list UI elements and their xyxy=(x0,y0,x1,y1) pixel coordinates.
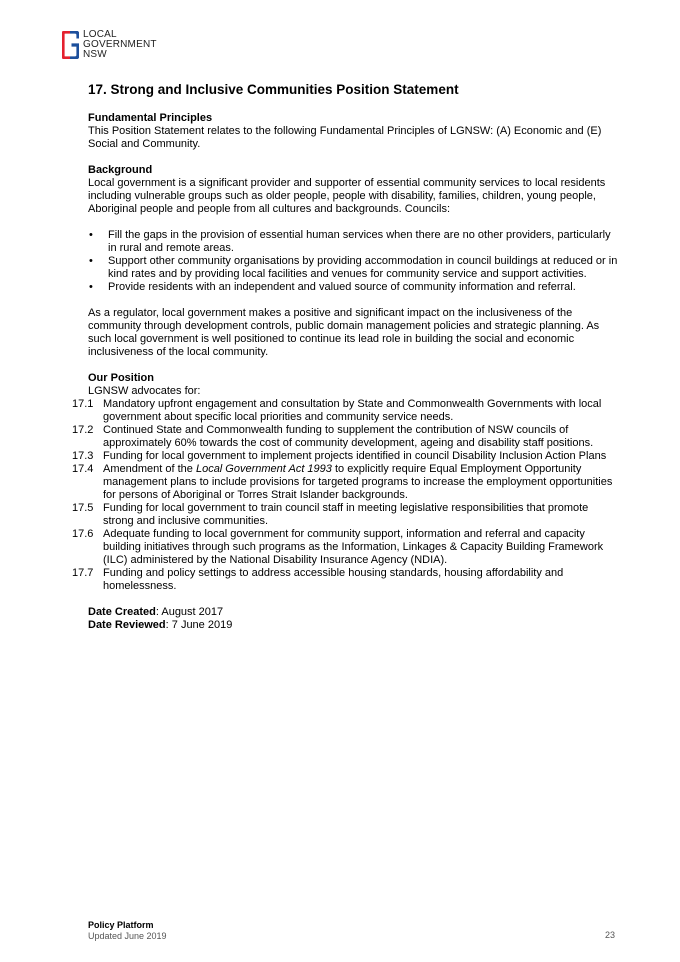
background-heading: Background xyxy=(88,164,153,176)
position-item-number: 17.7 xyxy=(72,567,94,579)
position-item-text-post: to explicitly require Equal Employment Opportunity management plans to include provisions for targeted programs to increase the employment opportunities for persons of Aboriginal or Torres Strait Islander backgrounds. xyxy=(103,463,613,501)
position-item-number: 17.5 xyxy=(72,502,94,514)
lgnsw-logo-text xyxy=(83,30,157,60)
position-item-text-pre: Amendment of the xyxy=(103,463,196,475)
position-item-text: Continued State and Commonwealth funding to supplement the contribution of NSW councils of approximately 60% towards the cost of community development, ageing and disability staff positions. xyxy=(103,424,594,449)
fundamental-principles-heading: Fundamental Principles xyxy=(88,112,213,124)
position-item-text: Funding for local government to train council staff in meeting legislative responsibilities that promote strong and inclusive communities. xyxy=(103,502,589,527)
position-item xyxy=(72,502,618,528)
footer-updated: Updated June 2019 xyxy=(88,930,167,941)
act-title: Local Government Act 1993 xyxy=(195,463,332,475)
background-closing: As a regulator, local government makes a positive and significant impact on the inclusiveness of the community through development controls, public domain management policies and strategic planning. As such local government is well positioned to continue its lead role in building the social and economic inclusiveness of the local community. xyxy=(88,307,600,358)
footer-title: Policy Platform xyxy=(88,920,154,930)
lgnsw-logo xyxy=(62,31,157,60)
logo-line-3: NSW xyxy=(83,49,107,60)
date-reviewed-label: Date Reviewed xyxy=(88,619,166,631)
position-item xyxy=(72,528,618,567)
page-footer xyxy=(88,920,618,941)
position-item-number: 17.2 xyxy=(72,424,94,436)
our-position-intro: LGNSW advocates for: xyxy=(88,385,201,397)
position-item-text: Mandatory upfront engagement and consultation by State and Commonwealth Governments with local government about specific local priorities and community service needs. xyxy=(103,398,602,423)
date-reviewed-value: : 7 June 2019 xyxy=(165,619,233,631)
document-body xyxy=(72,82,618,632)
position-item xyxy=(72,424,618,450)
position-item-number: 17.3 xyxy=(72,450,94,462)
logo-line-1: LOCAL xyxy=(83,29,117,40)
list-item: • Support other community organisations by providing accommodation in council buildings at reduced or in kind rates and by providing local facilities and venues for community service and support activities. xyxy=(88,255,618,281)
date-created-label: Date Created xyxy=(88,606,156,618)
position-item-text: Funding and policy settings to address accessible housing standards, housing affordability and homelessness. xyxy=(103,567,564,592)
position-item-number: 17.1 xyxy=(72,398,94,410)
position-item xyxy=(72,450,618,463)
position-list xyxy=(72,398,618,593)
list-item: • Provide residents with an independent and valued source of community information and referral. xyxy=(88,281,618,294)
date-reviewed xyxy=(88,619,618,632)
list-item: • Fill the gaps in the provision of essential human services when there are no other providers, particularly in rural and remote areas. xyxy=(88,229,618,255)
position-item-number: 17.6 xyxy=(72,528,94,540)
position-item-text: Funding for local government to implement projects identified in council Disability Inclusion Action Plans xyxy=(103,450,607,462)
position-item-text xyxy=(103,463,618,502)
position-item-number: 17.4 xyxy=(72,463,94,475)
background-intro: Local government is a significant provider and supporter of essential community services to local residents including vulnerable groups such as older people, people with disability, families, children, young people, Aboriginal people and people from all cultures and backgrounds. Councils: xyxy=(88,177,606,215)
page-number: 23 xyxy=(604,930,615,940)
position-item xyxy=(72,567,618,593)
fundamental-principles-text: This Position Statement relates to the following Fundamental Principles of LGNSW: (A) Economic and (E) Social and Community. xyxy=(88,125,602,150)
date-created-value: : August 2017 xyxy=(155,606,224,618)
background-bullet-list xyxy=(88,229,618,294)
lgnsw-logo-mark-icon xyxy=(62,31,79,59)
our-position-heading: Our Position xyxy=(88,372,154,384)
position-item xyxy=(72,398,618,424)
logo-line-2: GOVERNMENT xyxy=(83,39,157,50)
position-item xyxy=(72,463,618,502)
page-title: 17. Strong and Inclusive Communities Position Statement xyxy=(88,82,459,97)
position-item-text: Adequate funding to local government for community support, information and referral and capacity building initiatives through such programs as the Information, Linkages & Capacity Building Framework (ILC) administered by the National Disability Insurance Agency (NDIA). xyxy=(103,528,604,566)
date-created xyxy=(88,606,618,619)
